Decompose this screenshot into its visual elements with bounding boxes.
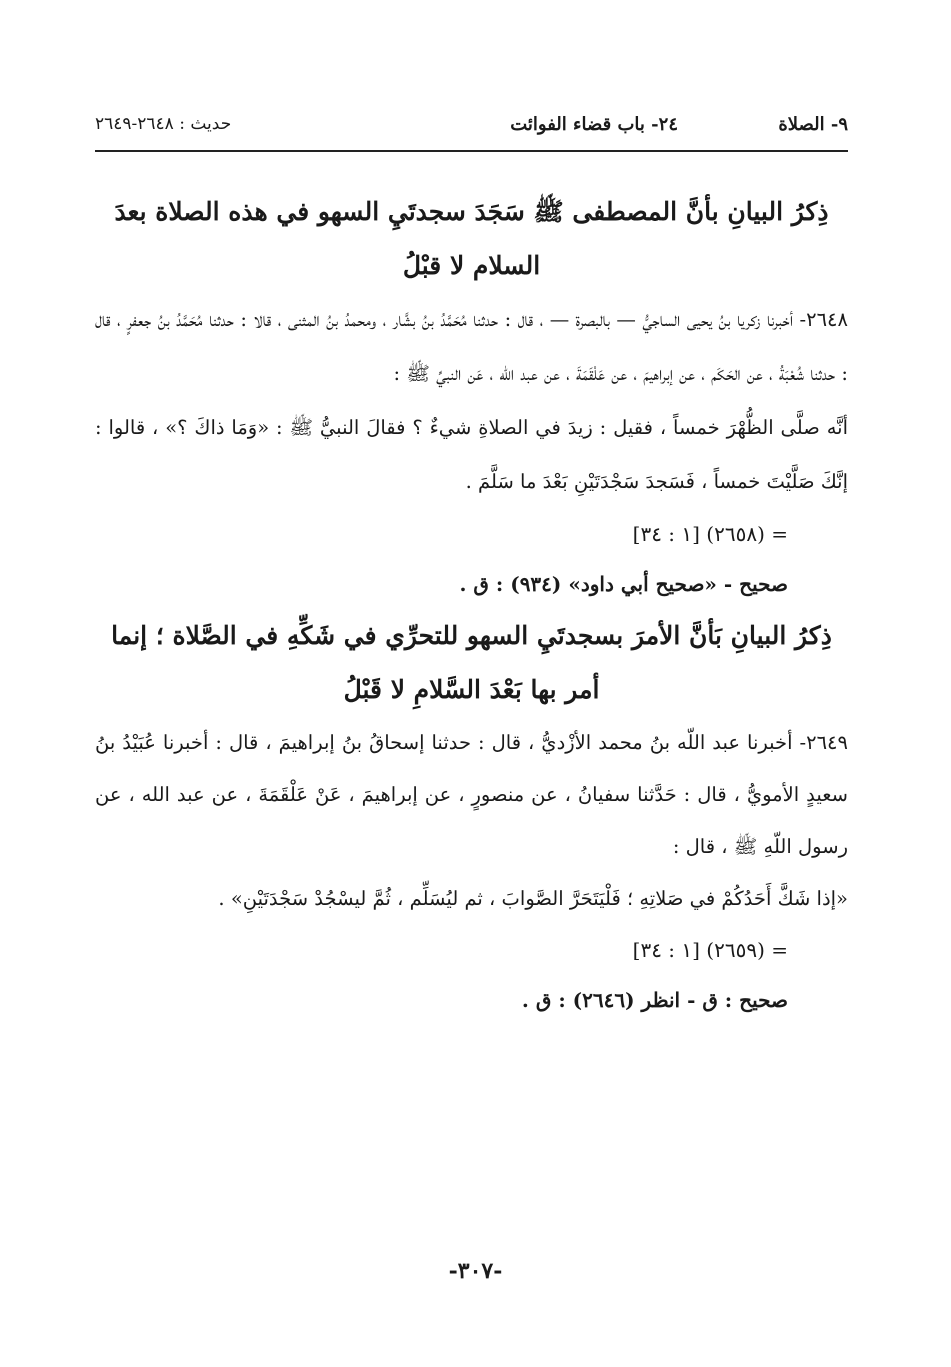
section-title: ٢٤- باب قضاء الفوائت <box>510 114 678 135</box>
hadith-isnad: ٢٦٤٩- أخبرنا عبد اللّه بنُ محمد الأزْديُّ ، قال : حدثنا إسحاقُ بنُ إبراهيمَ ، قال : أخبرنا عُبَيْدُ بنُ سعيدٍ الأمويُّ ، قال : حَدَّثنا سفيانُ ، عن منصورٍ ، عن إبراهيمَ ، عَنْ عَلْقَمَةَ ، عن عبد الله ، عن رسول اللّهِ ﷺ ، قال : <box>95 731 848 858</box>
cross-reference: = (٢٦٥٨) [١ : ٣٤] <box>632 522 788 546</box>
header-divider <box>95 150 848 152</box>
chapter-title: ٩- الصلاة <box>778 114 848 135</box>
cross-reference: = (٢٦٥٩) [١ : ٣٤] <box>632 938 788 962</box>
hadith-grade: صحيح - «صحيح أبي داود» (٩٣٤) : ق . <box>459 572 788 596</box>
hadith-section <box>95 185 848 609</box>
hadith-range: حديث : ٢٦٤٨-٢٦٤٩ <box>95 114 232 134</box>
section-heading: ذِكرُ البيانِ بَأنَّ الأمرَ بسجدتَيِ السهو للتحرِّي في شَكِّهِ في الصَّلاة ؛ إنما أمر بها بَعْدَ السَّلامِ لا قَبْلُ <box>111 621 832 704</box>
page-number: -٣٠٧- <box>448 1258 503 1284</box>
running-header <box>95 108 848 148</box>
hadith-matn: أنَّه صلَّى الظُّهْرَ خمساً ، فقيل : زيدَ في الصلاةِ شيءٌ ؟ فقالَ النبيُّ ﷺ : «وَمَا ذاكَ ؟» ، قالوا : إنَّكَ صَلَّيْتَ خمساً ، فَسَجدَ سَجْدَتَيْنِ بَعْدَ ما سَلَّمَ . <box>95 416 848 493</box>
hadith-matn: «إذا شَكَّ أَحَدُكُمْ في صَلاتِهِ ؛ فَلْيَتَحَرَّ الصَّوابَ ، ثم ليُسَلِّم ، ثُمَّ ليسْجُدْ سَجْدَتَيْنِ» . <box>218 887 848 910</box>
hadith-section <box>95 609 848 1025</box>
section-heading: ذِكرُ البيانِ بأنَّ المصطفى ﷺ سَجَدَ سجدتَيِ السهو في هذه الصلاة بعدَ السلام لا قبْلُ <box>114 197 829 280</box>
hadith-grade: صحيح : ق - انظر (٢٦٤٦) : ق . <box>521 988 788 1012</box>
hadith-isnad: ٢٦٤٨- أخبرنا زكريا بنُ يحيى الساجيُّ — بالبصرة — ، قال : حدثنا مُحَمَّدُ بنُ بشَّار ، ومحمدُ بنُ المثنى ، قالا : حدثنا مُحَمَّدُ بنُ جعفرٍ ، قال : حدثنا شُعْبَةُ ، عن الحَكَم ، عن إبراهيمَ ، عن عَلْقَمَةَ ، عن عبد الله ، عَن النبيِّ ﷺ : <box>95 308 848 385</box>
page-body <box>95 185 848 1025</box>
